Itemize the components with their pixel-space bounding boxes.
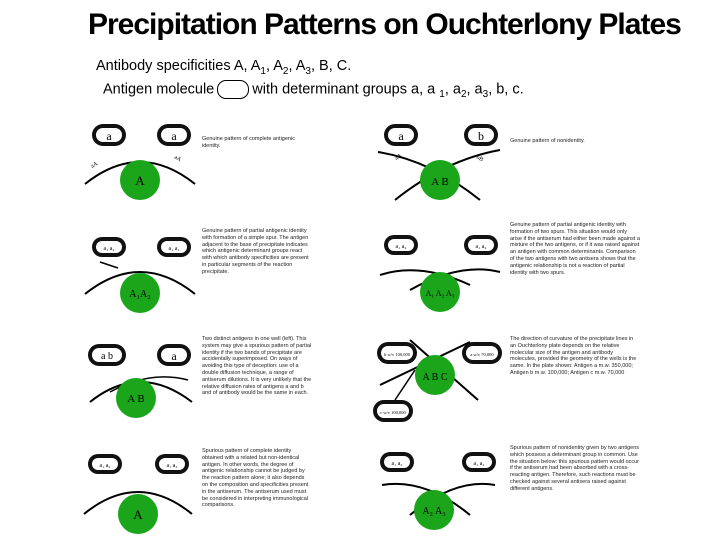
caption-partial-identity-one-spur: Genuine pattern of partial antigenic identity with formation of a simple spur. The antigen adjacent to the base of precipitate indicates which antigenic determinant groups react with which antibody specificities are present in particular segments of the reaction precipitate. xyxy=(202,228,309,275)
panel-partial-identity-two-spurs xyxy=(380,235,500,312)
well-left-label: a₁ a₂ xyxy=(99,463,111,469)
well-right-label: a₁ a₂ xyxy=(473,461,485,467)
well-right-label: a₁ a₁ xyxy=(168,246,180,252)
well-left-label: b w/v 100,000 xyxy=(384,352,410,357)
well-right-label: a w/v 70,000 xyxy=(470,352,494,357)
antiserum-label: A₁ A₂ A₃ xyxy=(425,289,455,298)
antiserum-label: A xyxy=(133,507,143,522)
antiserum-label: A₁A₂ xyxy=(129,289,151,300)
panel-nonidentity xyxy=(378,124,500,200)
antiserum-label: A xyxy=(135,173,145,188)
panel-curvature-molecular-size xyxy=(373,340,502,422)
spur xyxy=(100,262,118,268)
arm-label-left: aA xyxy=(90,161,100,170)
panel-two-antigens-one-well xyxy=(88,344,192,418)
precipitin-line-c xyxy=(395,370,415,400)
well-left-label: a₁ a₂ xyxy=(103,246,115,252)
panel-complete-identity xyxy=(85,124,195,200)
caption-partial-identity-two-spurs: Genuine pattern of partial antigenic identity with formation of two spurs. This situation would only arise if the antiserum had either been made against a mixture of the two antigens, or if it was raised against an antigen with common determinants. Comparison of the two antigens with two antisera shows that the antigenic relationship is not a reaction of partial identity with two spurs. xyxy=(510,222,640,276)
caption-complete-identity: Genuine pattern of complete antigenic identity. xyxy=(202,136,295,149)
antiserum-label: A₂ A₃ xyxy=(422,506,446,517)
caption-spurious-complete-identity: Spurious pattern of complete identity obtained with a related but non-identical antigen. In other words, the degree of antigenic relationship cannot be judged by the reaction pattern alone; it also depends on the composition and specificities present in the antiserum. The antiserum used must be considered in interpreting immunological comparisons. xyxy=(202,448,309,509)
well-right-label: a₁ a₂ xyxy=(166,463,178,469)
arm-label-right: bB xyxy=(475,154,485,164)
panel-partial-identity-one-spur xyxy=(85,237,195,313)
caption-curvature-molecular-size: The direction of curvature of the precipitate lines in an Ouchterlony plate depends on the relative molecular size of the antigen and antibody molecules, provided the geometry of the wells is the same. In the plate shown: Antigen a m.w. 350,000; Antigen b m.w. 100,000; Antigen c m.w. 70,000 xyxy=(510,336,637,376)
antiserum-label: A B C xyxy=(422,372,448,383)
page-title: Precipitation Patterns on Ouchterlony Plates xyxy=(88,8,681,41)
well-right-label: a xyxy=(171,349,177,363)
well-right-label: a xyxy=(171,129,177,143)
antigen-molecule-line: Antigen molecule with determinant groups a, a $_1$, $a_2$, $a_3$, b, c. xyxy=(103,81,524,101)
well-left-label: a₁ a₂ xyxy=(395,244,407,250)
caption-spurious-nonidentity: Spurious pattern of nonidentity given by two antigens which possess a determinant group in common. Use the situation below: this spurious pattern would occur if the antiserum had been absorbed with a cross-reacting antigen. Therefore, such reactions must be checked against several antisera raised against different antigens. xyxy=(510,445,640,492)
well-left-label: a₁ a₂ xyxy=(391,461,403,467)
arm-label-left: aA xyxy=(394,153,404,162)
antibody-specificities-line: Antibody specificities A, $A_1$, $A_2$, $A_3$, B, C. xyxy=(96,58,352,77)
caption-two-antigens-one-well: Two distinct antigens in one well (left). This system may give a spurious pattern of partial identity if the two bands of precipitate are accidentally superimposed. On ways of avoiding this type of deception: use of a double diffusion technique, a range of antiserum dilutions. It is very unlikely that the relative diffusion rates of antigens a and b and of antibody would be the same in each. xyxy=(202,336,312,397)
well-bottom-label: c w/v 100,000 xyxy=(380,410,406,415)
arm-label-right: aA xyxy=(173,154,183,164)
well-right-label: b xyxy=(478,129,484,143)
well-left-label: a xyxy=(106,129,112,143)
panel-spurious-complete-identity xyxy=(84,454,192,534)
panel-spurious-nonidentity xyxy=(380,452,496,530)
well-left-label: a b xyxy=(101,351,113,362)
caption-nonidentity: Genuine pattern of nonidentity. xyxy=(510,138,585,144)
well-left-label: a xyxy=(398,129,404,143)
antiserum-label: A B xyxy=(127,393,145,405)
well-right-label: a₁ a₂ xyxy=(475,244,487,250)
antiserum-label: A B xyxy=(431,176,449,188)
